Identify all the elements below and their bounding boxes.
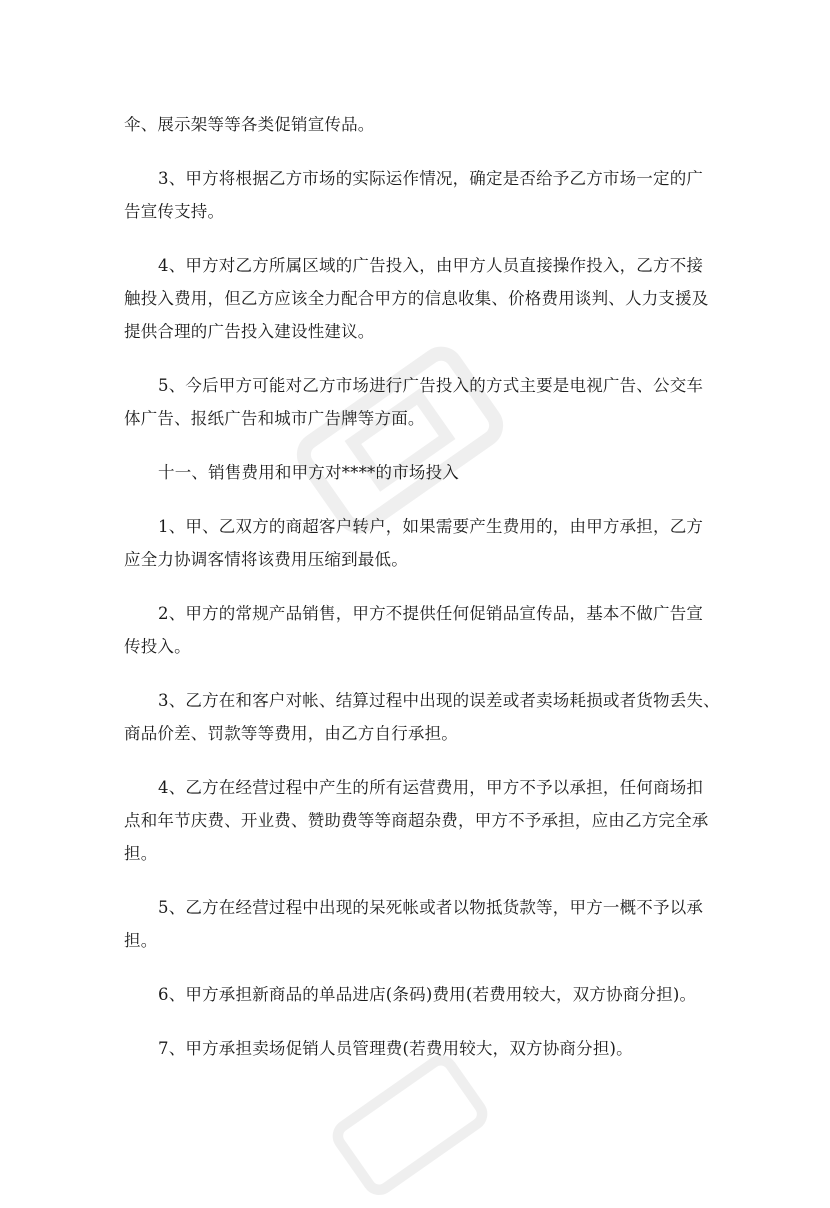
paragraph-spacer: [124, 1011, 712, 1032]
paragraph: [124, 771, 712, 870]
paragraph-line: 7、甲方承担卖场促销人员管理费(若费用较大，双方协商分担)。: [158, 1039, 633, 1058]
paragraph: [124, 684, 720, 750]
paragraph-line: 3、甲方将根据乙方市场的实际运作情况，确定是否给予乙方市场一定的广: [158, 169, 704, 188]
paragraph-line: 伞、展示架等等各类促销宣传品。: [124, 115, 375, 134]
paragraph-line: 2、甲方的常规产品销售，甲方不提供任何促销品宣传品，基本不做广告宣: [158, 604, 704, 623]
paragraph-spacer: [124, 576, 712, 597]
paragraph-line: 传投入。: [124, 637, 191, 656]
paragraph-line: 应全力协调客情将该费用压缩到最低。: [124, 550, 408, 569]
paragraph-spacer: [124, 870, 712, 891]
watermark-logo-icon: [319, 1042, 502, 1207]
document-body: [124, 108, 720, 1065]
paragraph-spacer: [124, 750, 712, 771]
paragraph: [124, 162, 712, 228]
paragraph-line: 1、甲、乙双方的商超客户转户，如果需要产生费用的，由甲方承担，乙方: [158, 517, 704, 536]
paragraph-spacer: [124, 489, 712, 510]
paragraph: [124, 978, 712, 1011]
paragraph-line: 商品价差、罚款等等费用，由乙方自行承担。: [124, 724, 458, 743]
paragraph-line: 十一、销售费用和甲方对****的市场投入: [158, 463, 459, 482]
paragraph-line: 担。: [124, 931, 158, 950]
paragraph-spacer: [124, 957, 712, 978]
paragraph-line: 3、乙方在和客户对帐、结算过程中出现的误差或者卖场耗损或者货物丢失、: [158, 691, 720, 710]
paragraph-spacer: [124, 435, 712, 456]
paragraph-line: 5、今后甲方可能对乙方市场进行广告投入的方式主要是电视广告、公交车: [158, 376, 704, 395]
paragraph-line: 点和年节庆费、开业费、赞助费等等商超杂费，甲方不予承担，应由乙方完全承: [124, 811, 709, 830]
paragraph: [124, 891, 712, 957]
paragraph-line: 体广告、报纸广告和城市广告牌等方面。: [124, 409, 425, 428]
paragraph-line: 6、甲方承担新商品的单品进店(条码)费用(若费用较大，双方协商分担)。: [158, 985, 697, 1004]
paragraph-line: 担。: [124, 844, 158, 863]
paragraph: [124, 456, 712, 489]
paragraph-spacer: [124, 228, 712, 249]
paragraph: [124, 249, 712, 348]
paragraph-line: 触投入费用，但乙方应该全力配合甲方的信息收集、价格费用谈判、人力支援及: [124, 289, 709, 308]
paragraph: [124, 369, 712, 435]
paragraph: [124, 510, 712, 576]
paragraph: [124, 108, 712, 141]
paragraph-line: 4、乙方在经营过程中产生的所有运营费用，甲方不予以承担，任何商场扣: [158, 778, 704, 797]
paragraph-spacer: [124, 663, 712, 684]
paragraph: [124, 597, 712, 663]
paragraph-line: 告宣传支持。: [124, 202, 225, 221]
paragraph-line: 4、甲方对乙方所属区域的广告投入，由甲方人员直接操作投入，乙方不接: [158, 256, 704, 275]
paragraph-line: 提供合理的广告投入建设性建议。: [124, 322, 375, 341]
paragraph: [124, 1032, 712, 1065]
paragraph-spacer: [124, 141, 712, 162]
paragraph-spacer: [124, 348, 712, 369]
paragraph-line: 5、乙方在经营过程中出现的呆死帐或者以物抵货款等，甲方一概不予以承: [158, 898, 704, 917]
